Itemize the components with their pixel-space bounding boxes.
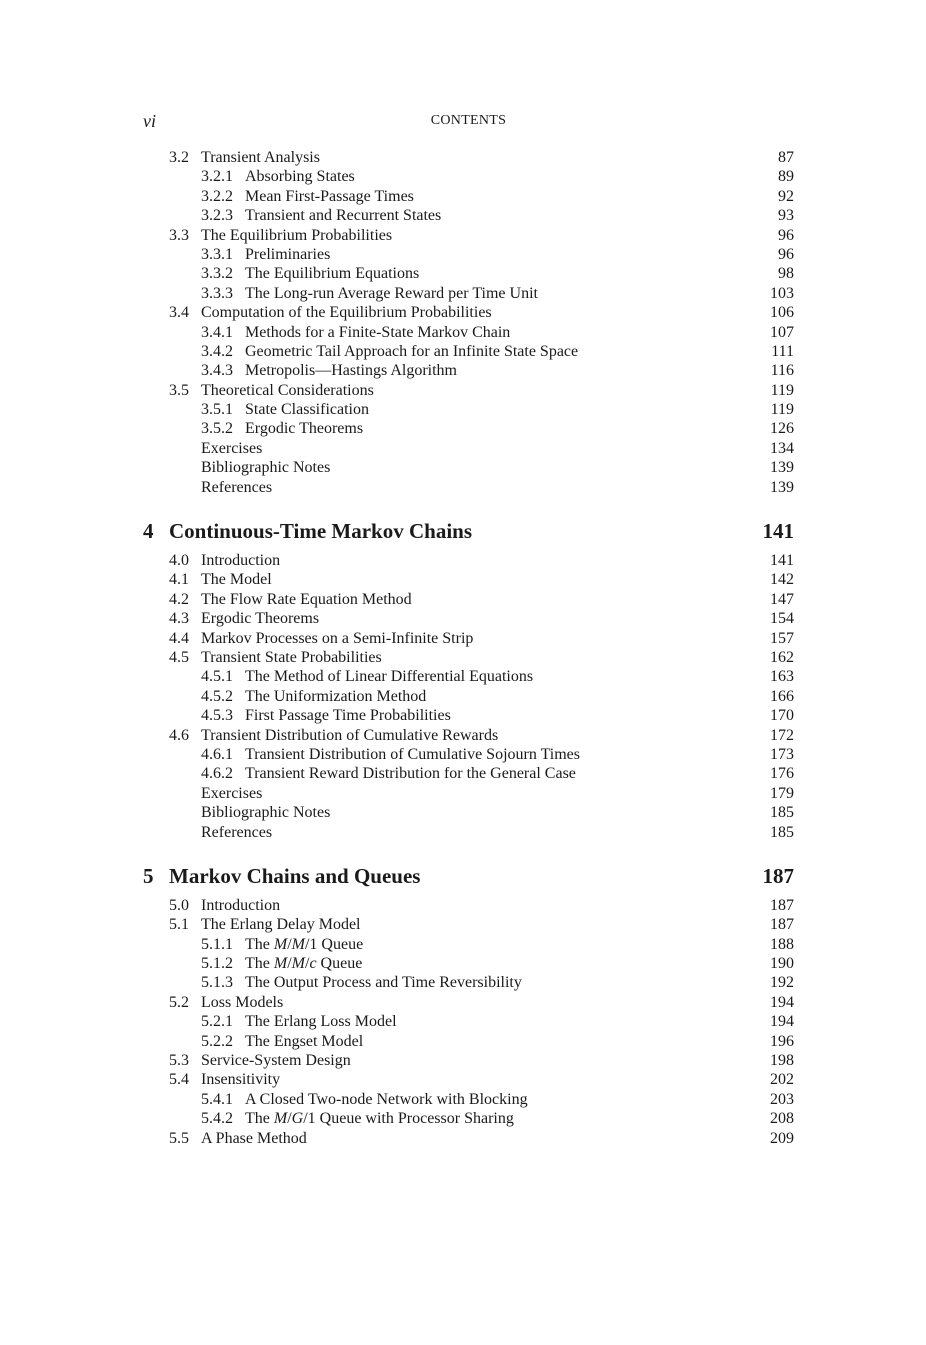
- toc-section: [143, 648, 794, 667]
- toc-backmatter: [143, 823, 794, 842]
- entry-number: 3.3.1: [201, 245, 233, 263]
- entry-number: 5.5: [169, 1129, 189, 1147]
- entry-title: Exercises: [201, 439, 263, 457]
- entry-title: Theoretical Considerations: [201, 381, 374, 399]
- entry-page: 139: [770, 478, 794, 496]
- toc-subsection: [143, 284, 794, 303]
- toc-backmatter: [143, 478, 794, 497]
- entry-title: Service-System Design: [201, 1052, 351, 1070]
- entry-page: 92: [778, 187, 794, 205]
- entry-title: The Flow Rate Equation Method: [201, 590, 412, 608]
- entry-title: Insensitivity: [201, 1071, 281, 1089]
- page-number: vi: [143, 111, 156, 131]
- entry-number: 3.3.2: [201, 265, 233, 283]
- entry-title: Bibliographic Notes: [201, 804, 331, 822]
- entry-number: 4.6: [169, 726, 189, 744]
- toc-section: [143, 915, 794, 934]
- entry-page: 179: [770, 784, 794, 802]
- running-title: CONTENTS: [430, 113, 507, 128]
- toc-subsection: [143, 206, 794, 225]
- toc-section: [143, 726, 794, 745]
- entry-page: 93: [778, 207, 794, 225]
- entry-page: 87: [778, 149, 794, 166]
- toc-subsection: [143, 400, 794, 419]
- entry-number: 3.4: [169, 304, 189, 322]
- entry-title: Bibliographic Notes: [201, 459, 331, 477]
- toc-subsection: [143, 1090, 794, 1109]
- entry-title: The M/M/1 Queue: [245, 935, 364, 953]
- entry-number: 4.5: [169, 648, 189, 666]
- toc-backmatter: [143, 458, 794, 477]
- entry-title: Introduction: [201, 552, 281, 570]
- toc-section: [143, 570, 794, 589]
- toc-section: [143, 303, 794, 322]
- entry-page: 141: [770, 552, 794, 570]
- entry-page: 185: [770, 804, 794, 822]
- entry-title: Introduction: [201, 896, 281, 914]
- entry-page: 190: [770, 955, 794, 973]
- entry-page: 194: [770, 993, 794, 1011]
- entry-number: 5.4.1: [201, 1090, 233, 1108]
- entry-number: 3.3: [169, 226, 189, 244]
- toc-subsection: [143, 167, 794, 186]
- toc-section: [143, 148, 794, 167]
- entry-number: 5.2.2: [201, 1032, 233, 1050]
- entry-number: 4.2: [169, 590, 189, 608]
- entry-title: The Erlang Delay Model: [201, 916, 361, 934]
- entry-page: 89: [778, 168, 794, 186]
- entry-number: 4.5.2: [201, 687, 233, 705]
- entry-number: 5: [143, 863, 154, 888]
- toc-section: [143, 1129, 794, 1148]
- toc-subsection: [143, 1012, 794, 1031]
- entry-page: 126: [770, 420, 794, 438]
- entry-title: A Closed Two-node Network with Blocking: [245, 1090, 528, 1108]
- entry-title: Markov Chains and Queues: [169, 863, 421, 888]
- entry-number: 4.4: [169, 629, 189, 647]
- entry-number: 5.0: [169, 896, 189, 914]
- entry-title: Transient and Recurrent States: [245, 207, 442, 225]
- entry-title: References: [201, 478, 273, 496]
- entry-title: Transient Analysis: [201, 149, 320, 166]
- entry-title: Ergodic Theorems: [245, 420, 364, 438]
- entry-page: 173: [770, 745, 794, 763]
- entry-page: 157: [770, 629, 794, 647]
- entry-page: 170: [770, 707, 794, 725]
- entry-page: 107: [770, 323, 794, 341]
- entry-title: Continuous-Time Markov Chains: [169, 519, 473, 544]
- toc-subsection: [143, 264, 794, 283]
- entry-page: 147: [770, 590, 794, 608]
- entry-title: The Equilibrium Probabilities: [201, 226, 393, 244]
- table-of-contents: [143, 148, 794, 1148]
- entry-page: 172: [770, 726, 794, 744]
- entry-number: 3.5.1: [201, 401, 233, 419]
- chapter-heading: [143, 862, 794, 890]
- entry-page: 209: [770, 1129, 794, 1147]
- entry-number: 5.1.3: [201, 974, 233, 992]
- entry-title: The Method of Linear Differential Equations: [245, 668, 534, 686]
- entry-page: 176: [770, 765, 794, 783]
- entry-page: 96: [778, 226, 794, 244]
- entry-number: 3.2: [169, 149, 189, 166]
- toc-subsection: [143, 1109, 794, 1128]
- entry-page: 141: [762, 519, 794, 544]
- entry-number: 3.3.3: [201, 284, 233, 302]
- entry-number: 3.2.1: [201, 168, 233, 186]
- entry-number: 3.4.2: [201, 342, 233, 360]
- entry-page: 139: [770, 459, 794, 477]
- entry-page: 106: [770, 304, 794, 322]
- toc-section: [143, 609, 794, 628]
- entry-number: 3.5: [169, 381, 189, 399]
- toc-subsection: [143, 245, 794, 264]
- entry-title: Mean First-Passage Times: [245, 187, 414, 205]
- entry-page: 142: [770, 571, 794, 589]
- entry-number: 4: [143, 519, 154, 544]
- toc-subsection: [143, 667, 794, 686]
- toc-backmatter: [143, 439, 794, 458]
- entry-number: 4.0: [169, 552, 189, 570]
- entry-number: 3.4.1: [201, 323, 233, 341]
- toc-subsection: [143, 687, 794, 706]
- entry-title: First Passage Time Probabilities: [245, 707, 451, 725]
- entry-number: 5.2.1: [201, 1013, 233, 1031]
- entry-page: 203: [770, 1090, 794, 1108]
- toc-subsection: [143, 187, 794, 206]
- entry-page: 162: [770, 648, 794, 666]
- entry-number: 3.4.3: [201, 362, 233, 380]
- entry-title: Exercises: [201, 784, 263, 802]
- entry-page: 119: [770, 381, 794, 399]
- entry-title: Methods for a Finite-State Markov Chain: [245, 323, 511, 341]
- toc-section: [143, 381, 794, 400]
- entry-title: The Erlang Loss Model: [245, 1013, 397, 1031]
- entry-number: 4.6.2: [201, 765, 233, 783]
- entry-title: Transient Distribution of Cumulative Rewards: [201, 726, 499, 744]
- entry-title: The M/M/c Queue: [245, 955, 363, 973]
- entry-title: Preliminaries: [245, 245, 331, 263]
- entry-page: 111: [771, 342, 794, 360]
- entry-page: 166: [770, 687, 794, 705]
- toc-subsection: [143, 419, 794, 438]
- entry-title: Metropolis—Hastings Algorithm: [245, 362, 457, 380]
- toc-section: [143, 551, 794, 570]
- entry-page: 119: [770, 401, 794, 419]
- entry-page: 163: [770, 668, 794, 686]
- entry-title: The Long-run Average Reward per Time Unit: [245, 284, 538, 302]
- entry-number: 5.3: [169, 1052, 189, 1070]
- page-header: [143, 110, 794, 132]
- toc-subsection: [143, 954, 794, 973]
- toc-subsection: [143, 935, 794, 954]
- toc-subsection: [143, 342, 794, 361]
- chapter-heading: [143, 517, 794, 545]
- entry-page: 103: [770, 284, 794, 302]
- toc-subsection: [143, 1032, 794, 1051]
- entry-page: 208: [770, 1110, 794, 1128]
- toc-subsection: [143, 361, 794, 380]
- entry-title: The Model: [201, 571, 272, 589]
- entry-page: 96: [778, 245, 794, 263]
- entry-page: 187: [770, 916, 794, 934]
- entry-title: Geometric Tail Approach for an Infinite State Space: [245, 342, 579, 360]
- toc-backmatter: [143, 784, 794, 803]
- entry-number: 5.2: [169, 993, 189, 1011]
- entry-page: 194: [770, 1013, 794, 1031]
- entry-title: References: [201, 823, 273, 841]
- entry-title: Transient Distribution of Cumulative Sojourn Times: [245, 745, 580, 763]
- toc-section: [143, 993, 794, 1012]
- entry-number: 5.1.2: [201, 955, 233, 973]
- entry-title: Computation of the Equilibrium Probabilities: [201, 304, 492, 322]
- entry-page: 187: [770, 896, 794, 914]
- entry-page: 192: [770, 974, 794, 992]
- entry-title: The Equilibrium Equations: [245, 265, 420, 283]
- entry-title: Absorbing States: [245, 168, 355, 186]
- entry-number: 4.3: [169, 610, 189, 628]
- entry-title: Markov Processes on a Semi-Infinite Strip: [201, 629, 474, 647]
- toc-section: [143, 1070, 794, 1089]
- entry-number: 5.4.2: [201, 1110, 233, 1128]
- entry-page: 185: [770, 823, 794, 841]
- entry-number: 5.1.1: [201, 935, 233, 953]
- entry-title: Transient State Probabilities: [201, 648, 382, 666]
- entry-page: 98: [778, 265, 794, 283]
- entry-page: 187: [762, 863, 794, 888]
- entry-title: The Uniformization Method: [245, 687, 427, 705]
- toc-section: [143, 629, 794, 648]
- toc-subsection: [143, 706, 794, 725]
- toc-subsection: [143, 973, 794, 992]
- entry-number: 4.5.1: [201, 668, 233, 686]
- entry-number: 3.2.2: [201, 187, 233, 205]
- entry-page: 196: [770, 1032, 794, 1050]
- entry-number: 3.5.2: [201, 420, 233, 438]
- entry-title: The M/G/1 Queue with Processor Sharing: [245, 1110, 514, 1128]
- entry-number: 5.4: [169, 1071, 189, 1089]
- entry-title: State Classification: [245, 401, 369, 419]
- entry-title: Transient Reward Distribution for the General Case: [245, 765, 576, 783]
- toc-section: [143, 896, 794, 915]
- toc-subsection: [143, 323, 794, 342]
- entry-page: 116: [770, 362, 794, 380]
- entry-number: 4.1: [169, 571, 189, 589]
- entry-title: The Engset Model: [245, 1032, 364, 1050]
- entry-title: The Output Process and Time Reversibility: [245, 974, 522, 992]
- entry-page: 198: [770, 1052, 794, 1070]
- toc-section: [143, 226, 794, 245]
- entry-page: 154: [770, 610, 794, 628]
- entry-number: 3.2.3: [201, 207, 233, 225]
- entry-title: Loss Models: [201, 993, 284, 1011]
- toc-subsection: [143, 764, 794, 783]
- entry-title: Ergodic Theorems: [201, 610, 320, 628]
- toc-section: [143, 590, 794, 609]
- toc-section: [143, 1051, 794, 1070]
- entry-page: 134: [770, 439, 794, 457]
- entry-number: 4.6.1: [201, 745, 233, 763]
- entry-number: 5.1: [169, 916, 189, 934]
- entry-title: A Phase Method: [201, 1129, 307, 1147]
- entry-page: 202: [770, 1071, 794, 1089]
- toc-subsection: [143, 745, 794, 764]
- entry-number: 4.5.3: [201, 707, 233, 725]
- entry-page: 188: [770, 935, 794, 953]
- toc-backmatter: [143, 803, 794, 822]
